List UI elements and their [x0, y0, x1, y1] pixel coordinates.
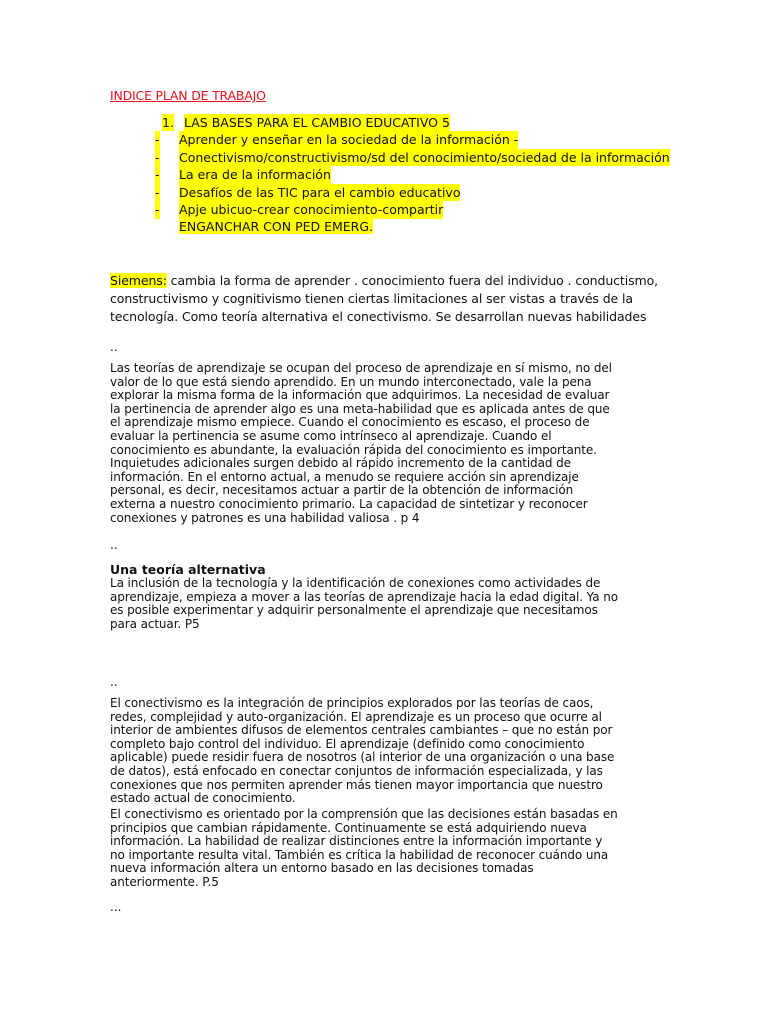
- dash-bullet: -: [155, 184, 160, 200]
- dash-bullet: -: [155, 202, 160, 217]
- list-item-text: Apje ubicuo-crear conocimiento-compartir: [179, 202, 444, 217]
- list-item-text: Conectivismo/constructivismo/sd del conocimiento/sociedad de la información: [179, 149, 670, 165]
- paragraph-learning-theories: Las teorías de aprendizaje se ocupan del proceso de aprendizaje en sí mismo, no del valor de lo que está siendo aprendido. En un mundo interconectado, vale la pena explorar la misma forma de la información que adquirimos. La necesidad de evaluar la pertinencia de aprender algo es una meta-habilidad que es aplicada antes de que el aprendizaje mismo empiece. Cuando el conocimiento es escaso, el proceso de evaluar la pertinencia se asume como intrínseco al aprendizaje. Cuando el conocimiento es abundante, la evaluación rápida del conocimiento es importante. Inquietudes adicionales surgen debido al rápido incremento de la cantidad de información. En el entorno actual, a menudo se requiere acción sin aprendizaje personal, es decir, necesitamos actuar a partir de la obtención de información externa a nuestro conocimiento primario. La capacidad de sintetizar y reconocer conexiones y patrones es una habilidad valiosa . p 4: [110, 361, 612, 525]
- section-number: 1.: [162, 115, 174, 130]
- paragraph-connectivism: El conectivismo es la integración de principios explorados por las teorías de caos, redes, complejidad y auto-organización. El aprendizaje es un proceso que ocurre al interior de ambientes difusos de elementos centrales cambiantes – que no están por completo bajo control del individuo. El aprendizaje (definido como conocimiento aplicable) puede residir fuera de nosotros (al interior de una organización o una base de datos), está enfocado en conectar conjuntos de información especializada, y las conexiones que nos permiten aprender más tienen mayor importancia que nuestro estado actual de conocimiento.: [110, 696, 615, 806]
- siemens-text: cambia la forma de aprender . conocimiento fuera del individuo . conductismo, constructivismo y cognitivismo tienen ciertas limitaciones al ser vistas a través de la tecnología. Como teoría alternativa el conectivismo. Se desarrollan nuevas habilidades: [110, 273, 659, 324]
- dash-bullet: -: [155, 149, 160, 165]
- dash-bullet: -: [155, 132, 160, 147]
- separator: ..: [110, 538, 118, 552]
- separator: ...: [110, 900, 122, 914]
- separator: ..: [110, 675, 118, 689]
- siemens-label: Siemens:: [110, 273, 167, 288]
- paragraph-decisions: El conectivismo es orientado por la comprensión que las decisiones están basadas en principios que cambian rápidamente. Continuamente se está adquiriendo nueva información. La habilidad de realizar distinciones entre la información importante y no importante resulta vital. También es crítica la habilidad de reconocer cuándo una nueva información altera un entorno basado en las decisiones tomadas anteriormente. P.5: [110, 807, 618, 889]
- section-title: LAS BASES PARA EL CAMBIO EDUCATIVO 5: [184, 115, 450, 130]
- list-item-text: La era de la información: [179, 167, 331, 182]
- subheading: Una teoría alternativa: [110, 562, 266, 577]
- separator: ..: [110, 340, 118, 354]
- dash-bullet: -: [155, 167, 160, 182]
- list-item-text: Desafíos de las TIC para el cambio educativo: [179, 184, 461, 200]
- paragraph-alternative-theory: La inclusión de la tecnología y la identificación de conexiones como actividades de aprendizaje, empieza a mover a las teorías de aprendizaje hacia la edad digital. Ya no es posible experimentar y adquirir personalmente el aprendizaje que necesitamos para actuar. P5: [110, 576, 618, 631]
- note-line: ENGANCHAR CON PED EMERG.: [179, 219, 374, 234]
- list-item-text: Aprender y enseñar en la sociedad de la información -: [179, 132, 519, 147]
- siemens-paragraph: [110, 272, 670, 325]
- index-title: INDICE PLAN DE TRABAJO: [110, 88, 266, 103]
